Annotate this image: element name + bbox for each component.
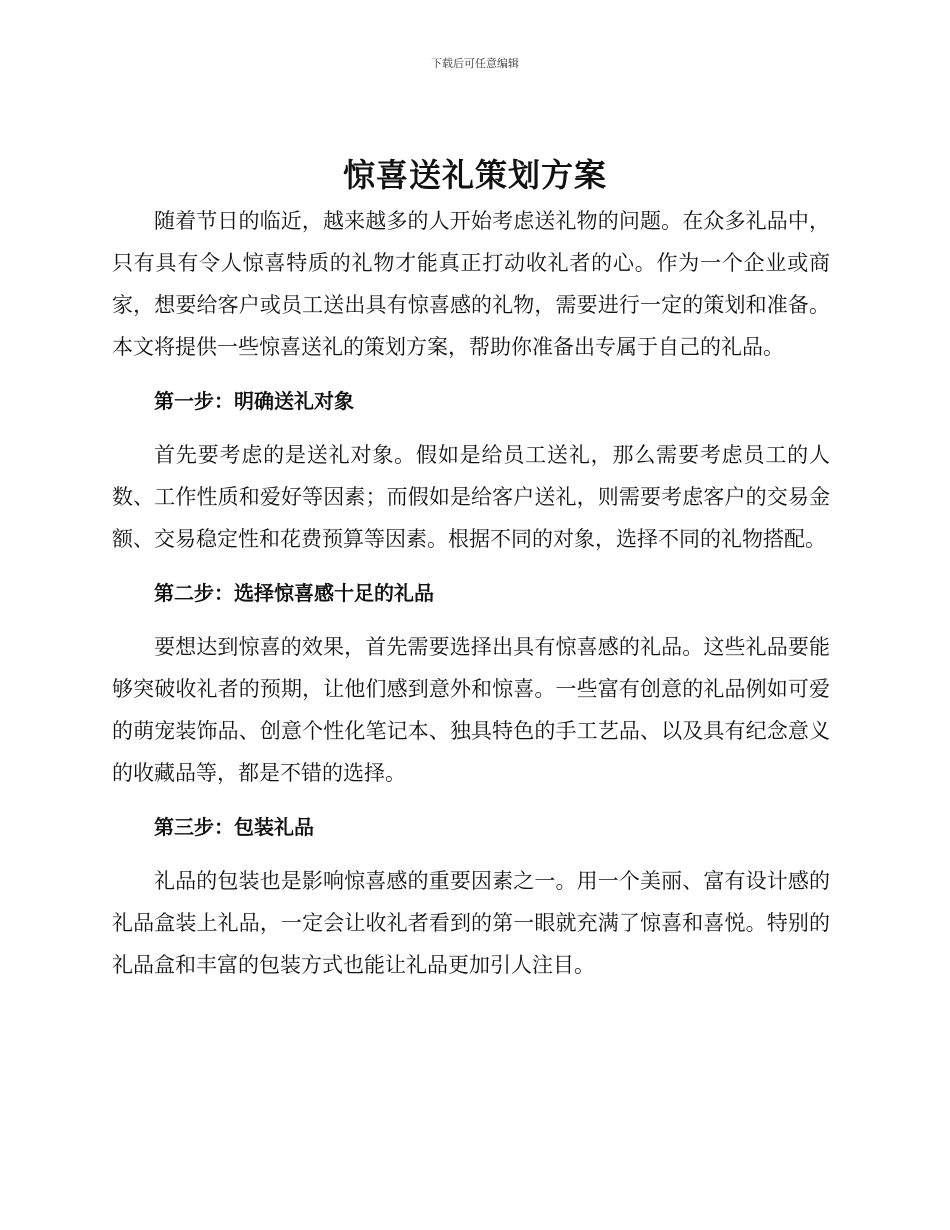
section-heading-1: 第一步：明确送礼对象 [154, 389, 354, 413]
section-body-3: 礼品的包装也是影响惊喜感的重要因素之一。用一个美丽、富有设计感的礼品盒装上礼品，一定会让收礼者看到的第一眼就充满了惊喜和喜悦。特别的礼品盒和丰富的包装方式也能让礼品更加引人注目。 [112, 869, 830, 977]
document-body [112, 200, 830, 986]
intro-paragraph: 随着节日的临近，越来越多的人开始考虑送礼物的问题。在众多礼品中，只有具有令人惊喜特质的礼物才能真正打动收礼者的心。作为一个企业或商家，想要给客户或员工送出具有惊喜感的礼物，需要进行一定的策划和准备。本文将提供一些惊喜送礼的策划方案，帮助你准备出专属于自己的礼品。 [112, 209, 830, 359]
section-body-1: 首先要考虑的是送礼对象。假如是给员工送礼，那么需要考虑员工的人数、工作性质和爱好等因素；而假如是给客户送礼，则需要考虑客户的交易金额、交易稳定性和花费预算等因素。根据不同的对象，选择不同的礼物搭配。 [112, 443, 830, 551]
document-title: 惊喜送礼策划方案 [342, 156, 607, 194]
section-heading-2: 第二步：选择惊喜感十足的礼品 [154, 581, 434, 605]
section-body-2: 要想达到惊喜的效果，首先需要选择出具有惊喜感的礼品。这些礼品要能够突破收礼者的预期，让他们感到意外和惊喜。一些富有创意的礼品例如可爱的萌宠装饰品、创意个性化笔记本、独具特色的手工艺品、以及具有纪念意义的收藏品等，都是不错的选择。 [112, 635, 830, 785]
page-header: 下载后可任意编辑 [431, 57, 519, 70]
section-heading-3: 第三步：包装礼品 [154, 815, 314, 839]
